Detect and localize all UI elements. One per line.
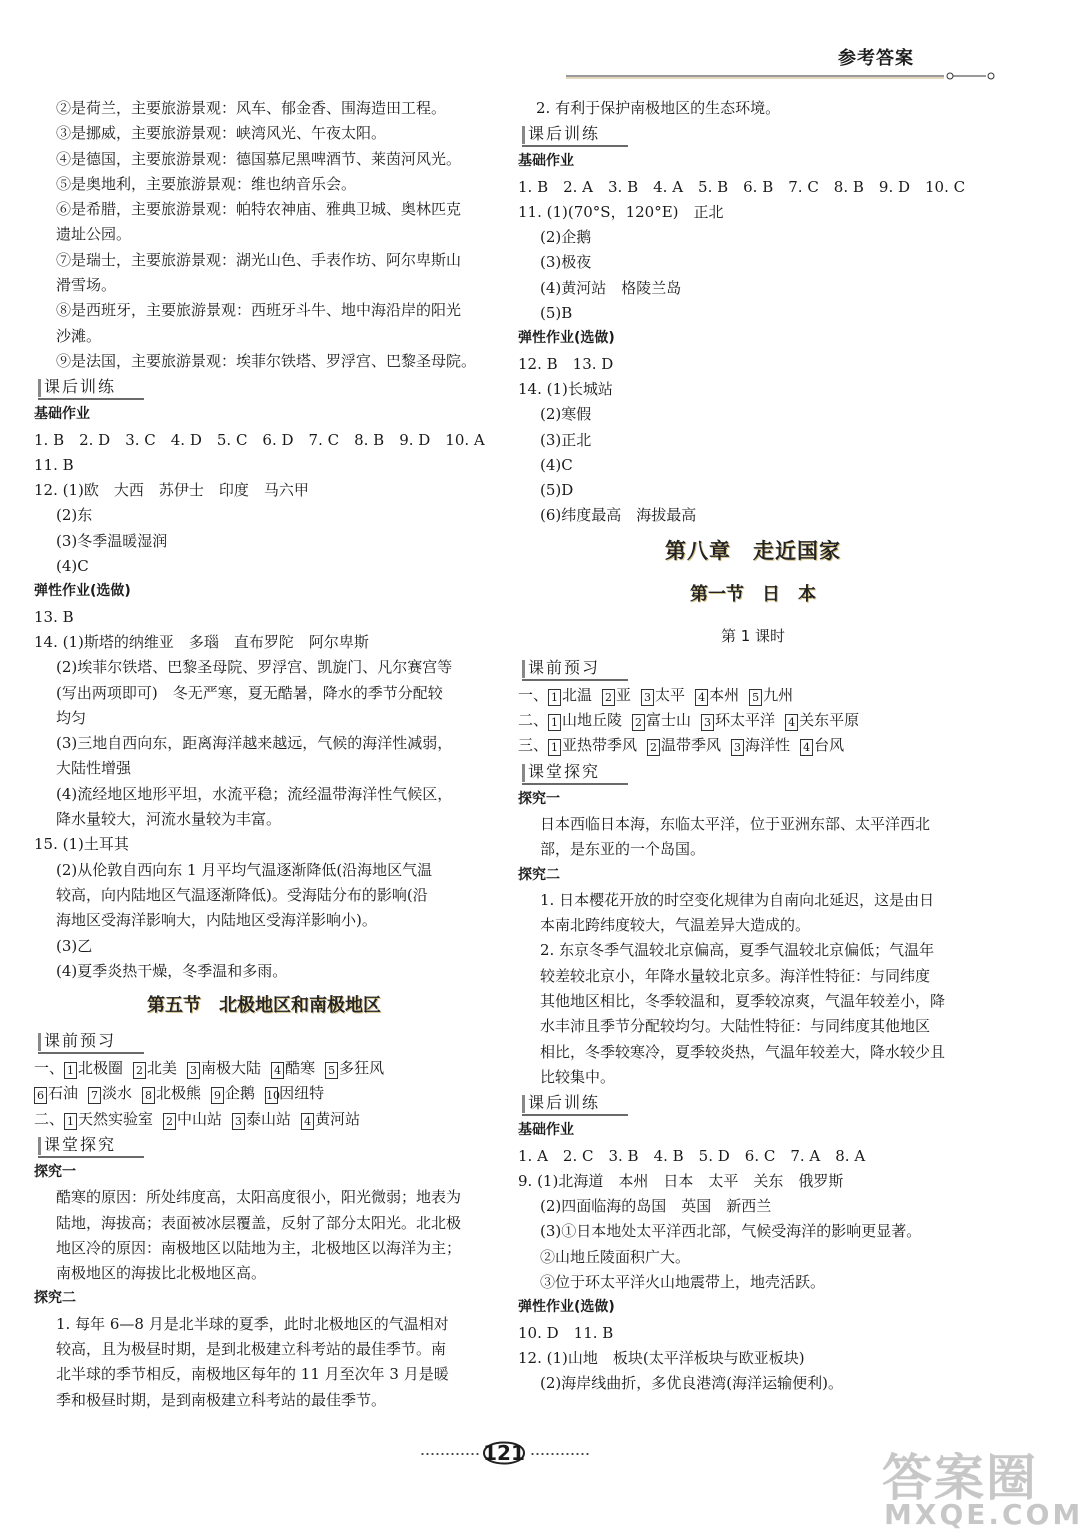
watermark-logo xyxy=(882,1438,1083,1533)
preview-answer: 太平 xyxy=(655,685,686,704)
answer-line: (3)冬季温暖湿润 xyxy=(56,531,168,550)
preview-answer: 温带季风 xyxy=(661,736,722,755)
text-line: 日本西临日本海，东临太平洋，位于亚洲东部、太平洋西北 xyxy=(540,814,931,833)
preview-number-box: 6 xyxy=(34,1087,47,1104)
answer-line: (2)企鹅 xyxy=(540,228,592,247)
preview-number-box: 1 xyxy=(64,1113,77,1130)
text-line: 季和极昼时期，是到南极建立科考站的最佳季节。 xyxy=(56,1390,387,1409)
subheading: 基础作业 xyxy=(518,153,574,170)
preview-answer: 北极熊 xyxy=(156,1084,202,1103)
text-line: 部，是东亚的一个岛国。 xyxy=(540,840,706,859)
preview-number-box: 2 xyxy=(632,714,645,731)
preview-prefix: 一、 xyxy=(34,1059,65,1078)
text-line: 2. 有利于保护南极地区的生态环境。 xyxy=(536,99,781,117)
text-line: 地区冷的原因：南极地区以陆地为主，北极地区以海洋为主； xyxy=(56,1238,462,1257)
preview-answer: 环太平洋 xyxy=(715,711,776,730)
preview-prefix: 一、 xyxy=(518,685,549,704)
preview-answer: 石油 xyxy=(48,1084,79,1103)
preview-answer: 酷寒 xyxy=(285,1059,316,1078)
header-title: 参考答案 xyxy=(838,48,914,69)
preview-number-box: 4 xyxy=(800,739,813,756)
preview-answer: 亚热带季风 xyxy=(562,736,638,755)
preview-row xyxy=(34,1056,494,1081)
preview-answer: 台风 xyxy=(814,736,845,755)
preview-number-box: 3 xyxy=(701,714,714,731)
text-line: ⑦是瑞士，主要旅游景观：湖光山色、手表作坊、阿尔卑斯山 xyxy=(56,250,462,269)
section-tag: 课后训练 xyxy=(522,1092,628,1116)
preview-number-box: 1 xyxy=(548,739,561,756)
section-tag: 课前预习 xyxy=(522,657,628,681)
answer-line: 15. (1)土耳其 xyxy=(34,835,129,854)
text-line: 1. 每年 6—8 月是北半球的夏季，此时北极地区的气温相对 xyxy=(56,1314,449,1333)
preview-number-box: 3 xyxy=(232,1113,245,1130)
answer-line: (3)三地自西向东，距离海洋越来越远，气候的海洋性减弱， xyxy=(56,734,453,753)
preview-number-box: 3 xyxy=(641,689,654,706)
preview-row xyxy=(518,733,988,758)
preview-number-box: 8 xyxy=(142,1087,155,1104)
chapter-title: 第八章 走近国家 xyxy=(665,538,841,563)
answer-line: 降水量较大，河流水量较为丰富。 xyxy=(56,810,282,829)
preview-answer: 山地丘陵 xyxy=(562,711,623,730)
answer-line: (4)流经地区地形平坦，水流平稳；流经温带海洋性气候区， xyxy=(56,784,453,803)
lesson-title: 第 1 课时 xyxy=(720,626,786,645)
preview-prefix: 二、 xyxy=(518,711,549,730)
footer-dots-left xyxy=(420,1452,480,1456)
footer-dots-right xyxy=(530,1452,590,1456)
preview-number-box: 2 xyxy=(647,739,660,756)
preview-number-box: 4 xyxy=(785,714,798,731)
preview-number-box: 2 xyxy=(602,689,615,706)
preview-number-box: 4 xyxy=(271,1062,284,1079)
text-line: ③是挪威，主要旅游景观：峡湾风光、午夜太阳。 xyxy=(56,124,387,143)
text-line: 比较集中。 xyxy=(540,1067,616,1086)
preview-number-box: 3 xyxy=(731,739,744,756)
preview-prefix: 三、 xyxy=(518,736,549,755)
answer-line: (5)D xyxy=(540,481,574,500)
text-line: 水丰沛且季节分配较均匀。大陆性特征：与同纬度其他地区 xyxy=(540,1017,931,1036)
text-line: 本南北跨纬度较大，气温差异大造成的。 xyxy=(540,916,811,935)
preview-answer: 北温 xyxy=(562,685,593,704)
answer-line: 13. B xyxy=(34,607,74,626)
text-line: ⑤是奥地利，主要旅游景观：维也纳音乐会。 xyxy=(56,174,357,193)
preview-answer: 黄河站 xyxy=(315,1109,361,1128)
answer-line: (5)B xyxy=(540,304,573,323)
preview-number-box: 2 xyxy=(133,1062,146,1079)
section-tag: 课后训练 xyxy=(38,376,144,400)
section-tag: 课堂探究 xyxy=(38,1134,144,1158)
answer-line: 10. D 11. B xyxy=(518,1323,614,1342)
preview-answer: 九州 xyxy=(763,685,794,704)
preview-answer: 关东平原 xyxy=(799,711,860,730)
subheading: 弹性作业(选做) xyxy=(518,1299,615,1316)
section-tag: 课后训练 xyxy=(522,123,628,147)
answer-line: 大陆性增强 xyxy=(56,759,132,778)
preview-answer: 天然实验室 xyxy=(78,1109,154,1128)
text-line: 相比，冬季较寒冷，夏季较炎热，气温年较差大，降水较少且 xyxy=(540,1042,946,1061)
subheading: 探究二 xyxy=(518,866,560,883)
subheading: 基础作业 xyxy=(518,1122,574,1139)
preview-answer: 亚 xyxy=(616,685,632,704)
preview-row xyxy=(518,708,988,733)
answer-line: 12. (1)欧 大西 苏伊士 印度 马六甲 xyxy=(34,481,309,500)
text-line: ⑧是西班牙，主要旅游景观：西班牙斗牛、地中海沿岸的阳光 xyxy=(56,301,462,320)
answer-line: 海地区受海洋影响大，内陆地区受海洋影响小)。 xyxy=(56,911,377,930)
text-line: 其他地区相比，冬季较温和，夏季较凉爽，气温年较差小，降 xyxy=(540,992,946,1011)
preview-row xyxy=(34,1081,494,1106)
watermark-main: 答案圈 xyxy=(882,1449,1038,1507)
text-line: 滑雪场。 xyxy=(56,276,117,295)
answer-line: 14. (1)长城站 xyxy=(518,379,613,398)
preview-number-box: 1 xyxy=(64,1062,77,1079)
text-line: 较高，且为极昼时期，是到北极建立科考站的最佳季节。南 xyxy=(56,1340,447,1359)
intro-block xyxy=(34,96,494,374)
subheading: 基础作业 xyxy=(34,406,90,423)
answer-line: ③位于环太平洋火山地震带上，地壳活跃。 xyxy=(540,1272,826,1291)
answer-line: (2)海岸线曲折，多优良港湾(海洋运输便利)。 xyxy=(540,1374,843,1393)
subheading: 探究一 xyxy=(518,790,560,807)
subheading: 弹性作业(选做) xyxy=(518,330,615,347)
preview-number-box: 3 xyxy=(187,1062,200,1079)
answer-line: 均匀 xyxy=(56,708,87,727)
preview-number-box: 9 xyxy=(211,1087,224,1104)
preview-prefix: 二、 xyxy=(34,1109,65,1128)
subheading: 弹性作业(选做) xyxy=(34,583,131,600)
answer-line: (4)C xyxy=(56,557,89,576)
preview-row xyxy=(518,683,988,708)
preview-answer: 企鹅 xyxy=(225,1084,256,1103)
preview-number-box: 2 xyxy=(163,1113,176,1130)
section-tag: 课堂探究 xyxy=(522,761,628,785)
answer-line: ②山地丘陵面积广大。 xyxy=(540,1247,691,1266)
answer-line: (6)纬度最高 海拔最高 xyxy=(540,506,697,525)
preview-number-box: 4 xyxy=(301,1113,314,1130)
preview-answer: 淡水 xyxy=(102,1084,133,1103)
text-line: 北半球的季节相反，南极地区每年的 11 月至次年 3 月是暖 xyxy=(56,1365,449,1384)
answer-line: 11. B xyxy=(34,455,74,474)
preview-answers xyxy=(34,1056,494,1132)
text-line: 1. 日本樱花开放的时空变化规律为自南向北延迟，这是由日 xyxy=(540,890,935,909)
answer-line: (2)从伦敦自西向东 1 月平均气温逐渐降低(沿海地区气温 xyxy=(56,860,433,879)
answer-line: (3)极夜 xyxy=(540,253,592,272)
text-line: 遗址公园。 xyxy=(56,225,132,244)
preview-number-box: 4 xyxy=(695,689,708,706)
preview-number-box: 7 xyxy=(88,1087,101,1104)
answer-line: (4)黄河站 格陵兰岛 xyxy=(540,278,682,297)
answer-line: 1. A 2. C 3. B 4. B 5. D 6. C 7. A 8. A xyxy=(518,1146,866,1165)
section-title: 第五节 北极地区和南极地区 xyxy=(147,995,381,1017)
preview-answer: 海洋性 xyxy=(745,736,791,755)
text-line: ⑨是法国，主要旅游景观：埃菲尔铁塔、罗浮宫、巴黎圣母院。 xyxy=(56,351,477,370)
answer-line: (4)夏季炎热干燥，冬季温和多雨。 xyxy=(56,961,288,980)
preview-answer: 南极大陆 xyxy=(201,1059,262,1078)
subheading: 探究二 xyxy=(34,1290,76,1307)
preview-answer: 北极圈 xyxy=(78,1059,124,1078)
preview-answer: 因纽特 xyxy=(279,1084,325,1103)
answer-line: (4)C xyxy=(540,455,573,474)
answer-line: 12. (1)山地 板块(太平洋板块与欧亚板块) xyxy=(518,1348,805,1367)
text-line: ⑥是希腊，主要旅游景观：帕特农神庙、雅典卫城、奥林匹克 xyxy=(56,200,462,219)
watermark-site: MXQE.COM xyxy=(884,1498,1083,1531)
page-number: 121 xyxy=(483,1441,525,1465)
preview-number-box: 5 xyxy=(749,689,762,706)
text-line: 酷寒的原因：所处纬度高，太阳高度很小，阳光微弱；地表为 xyxy=(56,1188,462,1207)
preview-number-box: 10 xyxy=(266,1089,281,1103)
preview-answer: 本州 xyxy=(709,685,740,704)
text-line: ④是德国，主要旅游景观：德国慕尼黑啤酒节、莱茵河风光。 xyxy=(56,149,462,168)
answer-line: 9. (1)北海道 本州 日本 太平 关东 俄罗斯 xyxy=(518,1171,844,1190)
text-line: 2. 东京冬季气温较北京偏高，夏季气温较北京偏低；气温年 xyxy=(540,941,935,960)
preview-answer: 中山站 xyxy=(177,1109,223,1128)
preview-answer: 泰山站 xyxy=(246,1109,292,1128)
answer-line: 较高，向内陆地区气温逐渐降低)。受海陆分布的影响(沿 xyxy=(56,885,428,904)
preview-answers xyxy=(518,683,988,759)
left-column xyxy=(34,96,494,1413)
answer-line: (3)正北 xyxy=(540,430,592,449)
preview-answer: 多狂风 xyxy=(339,1059,385,1078)
preview-number-box: 1 xyxy=(548,714,561,731)
preview-number-box: 5 xyxy=(325,1062,338,1079)
answer-line: (3)乙 xyxy=(56,936,93,955)
answer-line: 1. B 2. A 3. B 4. A 5. B 6. B 7. C 8. B 9. D 10. C xyxy=(518,177,966,196)
text-line: 陆地，海拔高；表面被冰层覆盖，反射了部分太阳光。北北极 xyxy=(56,1213,462,1232)
header-rule xyxy=(566,73,996,79)
preview-answer: 北美 xyxy=(147,1059,178,1078)
preview-row xyxy=(34,1107,494,1132)
answer-line: (2)寒假 xyxy=(540,405,592,424)
answer-line: (写出两项即可) 冬无严寒，夏无酷暑，降水的季节分配较 xyxy=(56,683,443,702)
text-line: 较差较北京小，年降水量较北京多。海洋性特征：与同纬度 xyxy=(540,966,931,985)
text-line: ②是荷兰，主要旅游景观：风车、郁金香、围海造田工程。 xyxy=(56,99,447,117)
answer-line: (2)埃菲尔铁塔、巴黎圣母院、罗浮宫、凯旋门、凡尔赛宫等 xyxy=(56,658,453,677)
answer-line: 14. (1)斯塔的纳维亚 多瑙 直布罗陀 阿尔卑斯 xyxy=(34,632,369,651)
section-tag: 课前预习 xyxy=(38,1030,144,1054)
answer-line: 1. B 2. D 3. C 4. D 5. C 6. D 7. C 8. B 9. D 10. A xyxy=(34,430,485,449)
answer-line: 12. B 13. D xyxy=(518,354,614,373)
text-line: 南极地区的海拔比北极地区高。 xyxy=(56,1264,267,1283)
section-title: 第一节 日 本 xyxy=(690,583,816,605)
answer-line: (3)①日本地处太平洋西北部，气候受海洋的影响更显著。 xyxy=(540,1222,922,1241)
preview-number-box: 1 xyxy=(548,689,561,706)
answer-line: (2)四面临海的岛国 英国 新西兰 xyxy=(540,1197,772,1216)
text-line: 沙滩。 xyxy=(56,326,102,345)
subheading: 探究一 xyxy=(34,1163,76,1180)
answer-line: 11. (1)(70°S，120°E) 正北 xyxy=(518,202,724,221)
preview-answer: 富士山 xyxy=(646,711,692,730)
answer-line: (2)东 xyxy=(56,506,93,525)
right-column xyxy=(518,96,988,1396)
